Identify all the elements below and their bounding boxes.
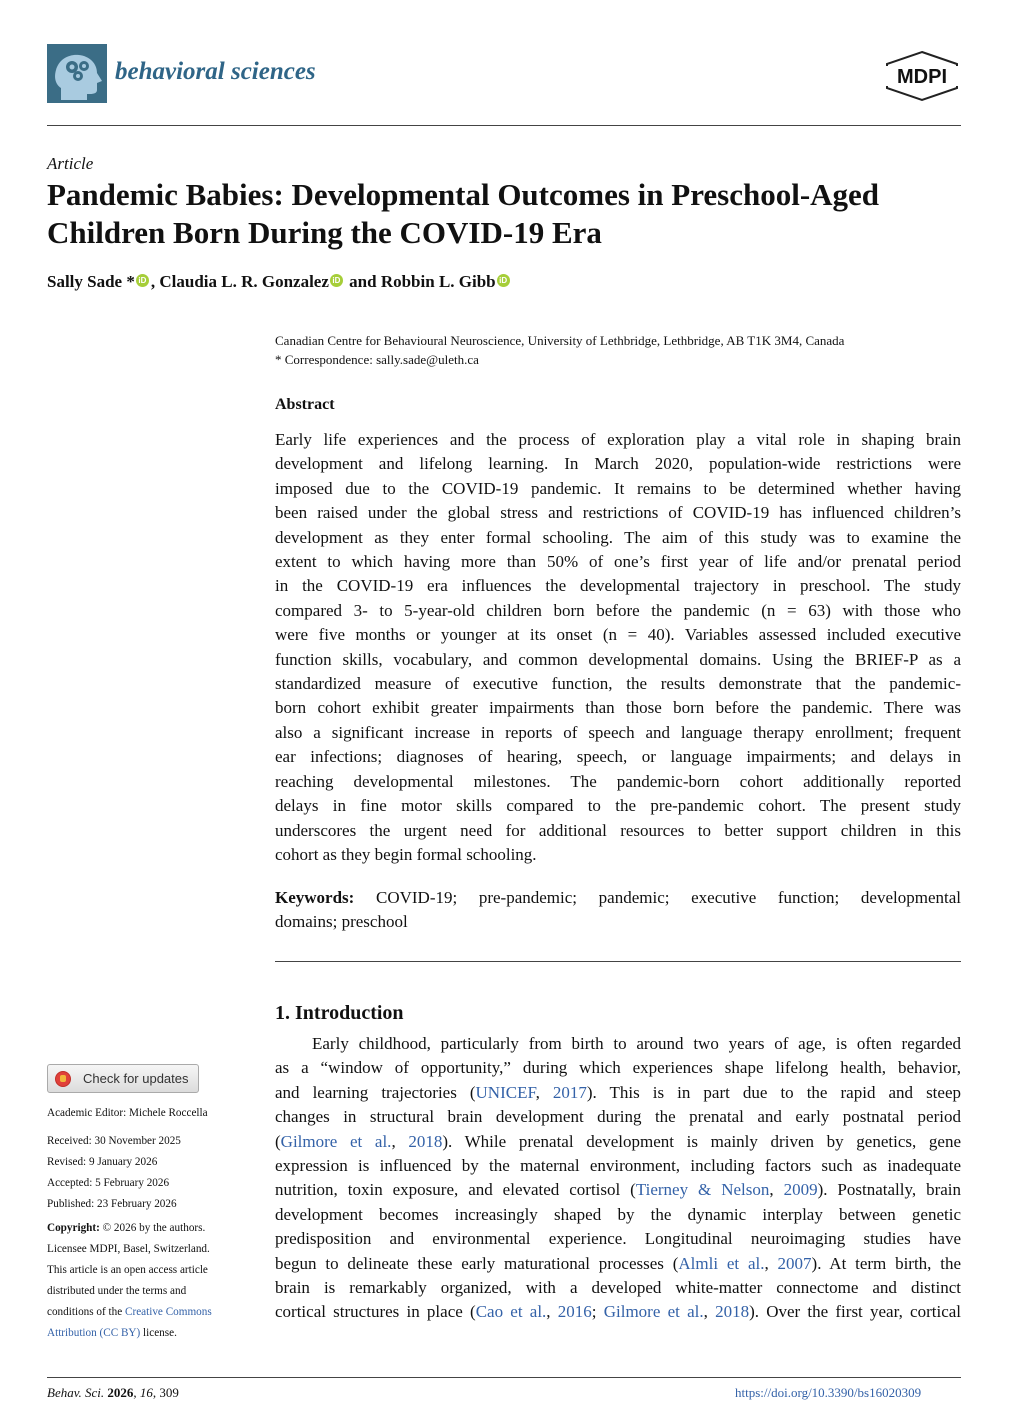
license-link[interactable]: Attribution (CC BY) xyxy=(47,1327,141,1339)
check-updates-label: Check for updates xyxy=(83,1071,189,1086)
journal-citation: Behav. Sci. 2026, 16, 309 xyxy=(47,1385,179,1400)
citation-link[interactable]: 2009 xyxy=(783,1180,818,1200)
date-published: Published: 23 February 2026 xyxy=(47,1198,177,1210)
citation-link[interactable]: UNICEF xyxy=(475,1082,536,1102)
section-divider xyxy=(275,961,961,962)
citation-link[interactable]: 2018 xyxy=(715,1302,750,1322)
publisher-name: MDPI xyxy=(897,66,947,88)
citation-link[interactable]: Gilmore et al. xyxy=(280,1131,392,1151)
journal-logo xyxy=(47,44,107,103)
citation-link[interactable]: Cao et al. xyxy=(475,1302,547,1322)
journal-name: behavioral sciences xyxy=(115,58,316,85)
author-name[interactable]: Claudia L. R. Gonzalez xyxy=(159,272,329,291)
citation-link[interactable]: Almli et al. xyxy=(678,1253,765,1273)
citation-link[interactable]: Tierney & Nelson xyxy=(635,1180,770,1200)
date-accepted: Accepted: 5 February 2026 xyxy=(47,1177,170,1189)
date-received: Received: 30 November 2025 xyxy=(47,1135,181,1147)
keywords: Keywords: COVID-19; pre-pandemic; pandemic; executive function; developmental domains; preschool xyxy=(275,888,961,932)
article-type: Article xyxy=(47,154,94,173)
check-for-updates-button[interactable] xyxy=(47,1064,199,1093)
copyright-notice: Copyright: © 2026 by the authors. Licensee MDPI, Basel, Switzerland. This article is an open access article distributed under the terms and conditions of the Creative Commons Attribution (CC BY) license. xyxy=(47,1222,212,1339)
correspondence: * Correspondence: sally.sade@uleth.ca xyxy=(275,352,479,367)
header-divider xyxy=(47,125,961,126)
mdpi-logo xyxy=(883,50,961,102)
date-revised: Revised: 9 January 2026 xyxy=(47,1156,158,1168)
citation-link[interactable]: Gilmore et al. xyxy=(603,1302,704,1322)
abstract-heading: Abstract xyxy=(275,396,335,413)
author-name[interactable]: Sally Sade * xyxy=(47,272,135,291)
title-line: Children Born During the COVID-19 Era xyxy=(47,215,602,250)
title-line: Pandemic Babies: Developmental Outcomes in Preschool-Aged xyxy=(47,177,880,212)
author-name[interactable]: Robbin L. Gibb xyxy=(380,272,496,291)
page-title xyxy=(47,176,967,252)
citation-link[interactable]: 2017 xyxy=(552,1082,587,1102)
orcid-icon[interactable]: iD xyxy=(330,274,343,287)
citation-link[interactable]: 2018 xyxy=(408,1131,443,1151)
footer-divider xyxy=(47,1377,961,1378)
license-link[interactable]: Creative Commons xyxy=(125,1306,212,1318)
orcid-icon[interactable]: iD xyxy=(136,274,149,287)
doi-link[interactable]: https://doi.org/10.3390/bs16020309 xyxy=(735,1385,922,1400)
check-updates-icon xyxy=(55,1071,71,1087)
affiliation: Canadian Centre for Behavioural Neuroscience, University of Lethbridge, Lethbridge, AB T1K 3M4, Canada xyxy=(275,333,845,348)
abstract-text: Early life experiences and the process of exploration play a vital role in shaping brain development and lifelong learning. In March 2020, population-wide restrictions were imposed due to the COVID-19 pandemic. It remains to be determined whether having been raised under the global stress and restrictions of COVID-19 has influenced children’s development as they enter formal schooling. The aim of this study was to examine the extent to which having more than 50% of one’s first year of life and/or prenatal period in the COVID-19 era influences the developmental trajectory in preschool. The study compared 3- to 5-year-old children born before the pandemic (n = 63) with those who were five months or younger at its onset (n = 40). Variables assessed included executive function skills, vocabulary, and common developmental domains. Using the BRIEF-P as a standardized measure of executive function, the results demonstrate that the pandemic- born cohort exhibit greater impairments than those born before the pandemic. There was also a significant increase in reports of speech and language therapy enrollment; frequent ear infections; diagnoses of hearing, speech, or language impairments; and delays in reaching developmental milestones. The pandemic-born cohort additionally reported delays in fine motor skills compared to the pre-pandemic cohort. The present study underscores the urgent need for additional resources to better support children in this cohort as they begin formal schooling. xyxy=(275,430,961,864)
citation-link[interactable]: 2007 xyxy=(777,1253,812,1273)
orcid-icon[interactable]: iD xyxy=(497,274,510,287)
introduction-text: Early childhood, particularly from birth to around two years of age, is often regarded as a “window of opportunity,” during which experiences shape lifelong health, behavior, and learning trajectories (UNICEF, 2017). This is in part due to the rapid and steep changes in structural brain development during the prenatal and early postnatal period (Gilmore et al., 2018). While prenatal development is mainly driven by genetics, gene expression is influenced by the maternal environment, including factors such as inadequate nutrition, toxin exposure, and elevated cortisol (Tierney & Nelson, 2009). Postnatally, brain development becomes increasingly shaped by the dynamic interplay between genetic predisposition and environmental experience. Longitudinal neuroimaging studies have begun to delineate these early maturational processes (Almli et al., 2007). At term birth, the brain is remarkably organized, with a developed white-matter connectome and distinct cortical structures in place (Cao et al., 2016; Gilmore et al., 2018). Over the first year, cortical xyxy=(275,1034,962,1322)
section-heading: 1. Introduction xyxy=(275,1002,404,1024)
head-gears-icon xyxy=(47,44,107,103)
academic-editor: Academic Editor: Michele Roccella xyxy=(47,1107,208,1119)
keywords-label: Keywords: xyxy=(275,888,355,907)
citation-link[interactable]: 2016 xyxy=(557,1302,592,1322)
author-list: Sally Sade * iD , Claudia L. R. Gonzalez iD and Robbin L. Gibb iD xyxy=(47,272,512,292)
